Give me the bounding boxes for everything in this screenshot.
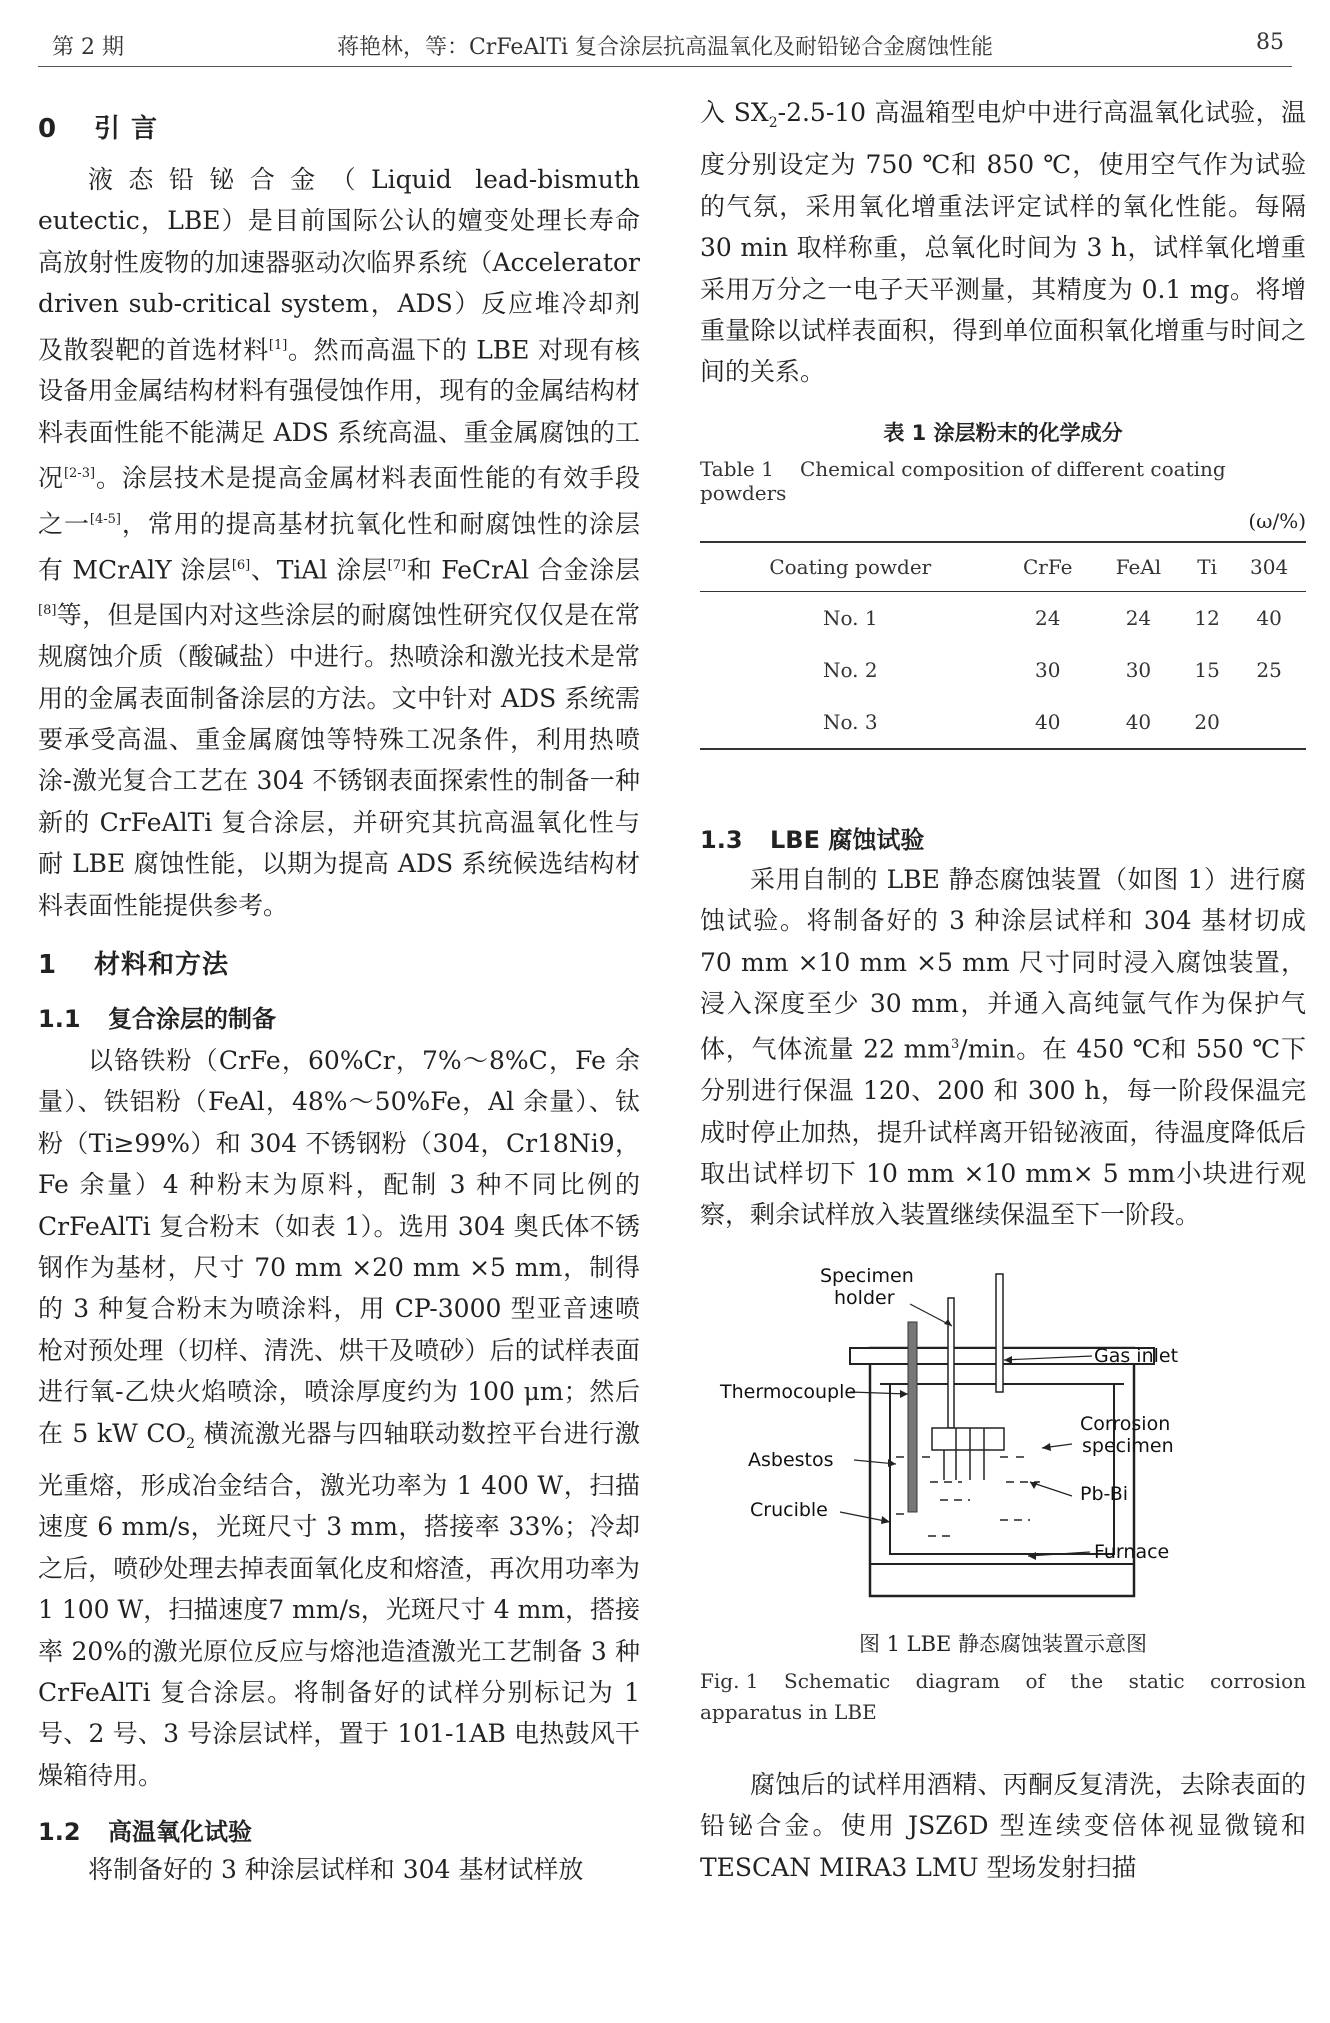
subsection-heading-1-3 — [700, 820, 1306, 855]
table-cell: 20 — [1182, 696, 1232, 749]
table-caption-en — [700, 457, 1306, 505]
specimen-frame — [932, 1428, 1004, 1450]
subsection-heading-1-2 — [38, 1812, 640, 1847]
figure-label: Fig. 1 — [700, 1668, 759, 1693]
text-run: -2.5-10 高温箱型电炉中进行高温氧化试验，温度分别设定为 750 ℃和 850 ℃，使用空气作为试验的气氛，采用氧化增重法评定试样的氧化性能。每隔 30 min 取样称重，总氧化时间为 3 h，试样氧化增重采用万分之一电子天平测量，其精度为 0.1 mg。将增重量除以试样表面积，得到单位面积氧化增重与时间之间的关系。 — [700, 98, 1306, 387]
subsection-title: 复合涂层的制备 — [108, 1004, 276, 1033]
composition-table — [700, 541, 1306, 750]
table-header: Coating powder — [700, 542, 1001, 592]
running-header — [38, 26, 1292, 66]
text-run: 。涂层技术是提高金属材料表面性能的有效手段之一 — [38, 463, 640, 539]
label-specimen-holder-2: holder — [834, 1286, 895, 1309]
thermocouple-rod — [908, 1322, 917, 1512]
intro-paragraph — [38, 159, 640, 926]
oxidation-paragraph-start: 将制备好的 3 种涂层试样和 304 基材试样放 — [88, 1855, 584, 1885]
table-cell: 25 — [1256, 657, 1282, 682]
subscript: 2 — [768, 115, 778, 131]
figure-caption-en — [700, 1666, 1306, 1728]
left-column — [38, 92, 640, 1891]
section-heading-materials — [38, 944, 640, 981]
section-heading-intro — [38, 108, 640, 145]
subsection-title: LBE 腐蚀试验 — [770, 825, 925, 854]
table-unit: (ω/%) — [1248, 508, 1306, 533]
pb-bi-liquid — [896, 1457, 1040, 1536]
table-caption-text: Chemical composition of different coating powders — [700, 456, 1226, 505]
label-furnace: Furnace — [1094, 1540, 1170, 1563]
table-cell: 40 — [1256, 605, 1282, 630]
text-run: 以铬铁粉（CrFe，60%Cr，7%～8%C，Fe 余量）、铁铝粉（FeAl，48%～50%Fe，Al 余量）、钛粉（Ti≥99%）和 304 不锈钢粉（304，Cr18Ni9，Fe 余量）4 种粉末为原料，配制 3 种不同比例的 CrFeAlTi 复合粉末（如表 1）。选用 304 奥氏体不锈钢作为基材，尺寸 70 mm ×20 mm ×5 mm，制得的 3 种复合粉末为喷涂料，用 CP-3000 型亚音速喷枪对预处理（切样、清洗、烘干及喷砂）后的试样表面进行氧-乙炔火焰喷涂，喷涂厚度约为 100 μm；然后在 5 kW CO — [38, 1045, 640, 1448]
subscript: 2 — [186, 1435, 195, 1452]
table-cell: 30 — [1035, 657, 1061, 682]
label-thermocouple: Thermocouple — [720, 1380, 857, 1403]
citation: [2-3] — [63, 466, 96, 482]
citation: [6] — [231, 557, 251, 573]
section-number: 1 — [38, 949, 58, 980]
text-run: 入 SX — [700, 98, 769, 127]
section-title: 材料和方法 — [94, 949, 230, 980]
superscript: 3 — [951, 1037, 960, 1053]
table-header: CrFe — [1001, 542, 1095, 592]
table-cell: 40 — [1001, 696, 1095, 749]
coating-prep-paragraph — [38, 1040, 640, 1796]
crucible-wall — [890, 1384, 1114, 1554]
subsection-number: 1.3 — [700, 825, 743, 854]
label-corrosion-specimen-2: specimen — [1082, 1434, 1174, 1457]
citation: [7] — [387, 557, 407, 573]
lbe-corrosion-paragraph — [700, 859, 1306, 1236]
table-cell: 24 — [1125, 605, 1152, 630]
text-run: 和 FeCrAl 合金涂层 — [406, 554, 641, 584]
table-cell — [1232, 696, 1306, 749]
table-cell: 40 — [1095, 696, 1182, 749]
section-number: 0 — [38, 114, 58, 144]
table-header: FeAl — [1095, 542, 1182, 592]
table-cell: No. 1 — [822, 605, 878, 630]
post-corrosion-paragraph: 腐蚀后的试样用酒精、丙酮反复清洗，去除表面的铅铋合金。使用 JSZ6D 型连续变倍体视显微镜和 TESCAN MIRA3 LMU 型场发射扫描 — [700, 1769, 1306, 1882]
table-cell: 30 — [1125, 657, 1152, 682]
gas-inlet-tube — [996, 1274, 1003, 1392]
text-run: ，常用的提高基材抗氧化性和耐腐蚀性的涂层有 MCrAlY 涂层 — [38, 509, 640, 584]
right-column — [700, 92, 1306, 1888]
citation: [8] — [38, 603, 57, 619]
oxidation-paragraph-cont — [700, 92, 1306, 393]
table-row — [700, 591, 1306, 644]
table-caption-cn: 表 1 涂层粉末的化学成分 — [883, 420, 1123, 445]
table-cell: No. 2 — [822, 657, 878, 682]
label-crucible: Crucible — [750, 1498, 828, 1521]
figure-caption-text: Schematic diagram of the static corrosion apparatus in LBE — [700, 1668, 1306, 1724]
apparatus-diagram — [700, 1264, 1306, 1624]
citation: [1] — [268, 337, 288, 353]
table-cell: 15 — [1194, 657, 1220, 682]
subsection-title: 高温氧化试验 — [108, 1818, 252, 1847]
page-number: 85 — [1256, 30, 1284, 55]
table-row — [700, 696, 1306, 749]
subsection-number: 1.1 — [38, 1004, 81, 1033]
table-row — [700, 644, 1306, 696]
figure-caption-cn: 图 1 LBE 静态腐蚀装置示意图 — [858, 1631, 1148, 1656]
text-run: 横流激光器与四轴联动数控平台进行激光重熔，形成冶金结合，激光功率为 1 400 W，扫描速度 6 mm/s，光斑尺寸 3 mm，搭接率 33%；冷却之后，喷砂处理去掉表面氧化皮和熔渣，再次用功率为 1 100 W，扫描速度7 mm/s，光斑尺寸 4 mm，搭接率 20%的激光原位反应与熔池造渣激光工艺制备 3 种 CrFeAlTi 复合涂层。将制备好的试样分别标记为 1 号、2 号、3 号涂层试样，置于 101-1AB 电热鼓风干燥箱待用。 — [38, 1418, 640, 1790]
label-gas-inlet: Gas inlet — [1094, 1344, 1179, 1367]
label-pb-bi: Pb-Bi — [1080, 1482, 1129, 1505]
citation: [4-5] — [89, 511, 121, 527]
text-run: 、TiAl 涂层 — [250, 554, 388, 584]
section-title: 引 言 — [94, 114, 159, 144]
text-run: /min。在 450 ℃和 550 ℃下分别进行保温 120、200 和 300 h，每一阶段保温完成时停止加热，提升试样离开铅铋液面，待温度降低后取出试样切下 10 mm ×10 mm× 5 mm小块进行观察，剩余试样放入装置继续保温至下一阶段。 — [700, 1034, 1306, 1230]
specimen-holder-rod — [948, 1298, 954, 1428]
label-asbestos: Asbestos — [748, 1448, 834, 1471]
subsection-number: 1.2 — [38, 1818, 81, 1847]
table-label: Table 1 — [700, 456, 774, 481]
text-run: 。然而高温下的 LBE 对现有核设备用金属结构材料有强侵蚀作用，现有的金属结构材料表面性能不能满足 ADS 系统高温、重金属腐蚀的工况 — [38, 334, 640, 493]
text-run: 采用自制的 LBE 静态腐蚀装置（如图 1）进行腐蚀试验。将制备好的 3 种涂层试样和 304 基材切成 70 mm ×10 mm ×5 mm 尺寸同时浸入腐蚀装置，浸入深度至少 30 mm，并通入高纯氩气作为保护气体，气体流量 22 mm — [700, 864, 1306, 1064]
table-header: Ti — [1182, 542, 1232, 592]
table-header-row — [700, 542, 1306, 592]
apparatus-figure — [700, 1264, 1306, 1624]
table-header: 304 — [1232, 542, 1306, 592]
table-cell: 12 — [1194, 605, 1220, 630]
text-run: 等，但是国内对这些涂层的耐腐蚀性研究仅仅是在常规腐蚀介质（酸碱盐）中进行。热喷涂和激光技术是常用的金属表面制备涂层的方法。文中针对 ADS 系统需要承受高温、重金属腐蚀等特殊工况条件，利用热喷涂-激光复合工艺在 304 不锈钢表面探索性的制备一种新的 CrFeAlTi 复合涂层，并研究其抗高温氧化性与耐 LBE 腐蚀性能，以期为提高 ADS 系统候选结构材料表面性能提供参考。 — [38, 600, 640, 920]
text-run: 液态铅铋合金（Liquid lead-bismuth eutectic，LBE）是目前国际公认的嬗变处理长寿命高放射性废物的加速器驱动次临界系统（Accelerator driven sub-critical system，ADS）反应堆冷却剂及散裂靶的首选材料 — [38, 165, 640, 364]
label-corrosion-specimen: Corrosion — [1080, 1412, 1171, 1435]
issue-number: 第 2 期 — [52, 35, 124, 60]
table-cell: No. 3 — [700, 696, 1001, 749]
table-cell: 24 — [1035, 605, 1061, 630]
subsection-heading-1-1 — [38, 999, 640, 1034]
running-title: 蒋艳林，等：CrFeAlTi 复合涂层抗高温氧化及耐铅铋合金腐蚀性能 — [336, 35, 994, 60]
header-rule — [38, 66, 1292, 67]
label-specimen-holder: Specimen — [820, 1264, 914, 1287]
